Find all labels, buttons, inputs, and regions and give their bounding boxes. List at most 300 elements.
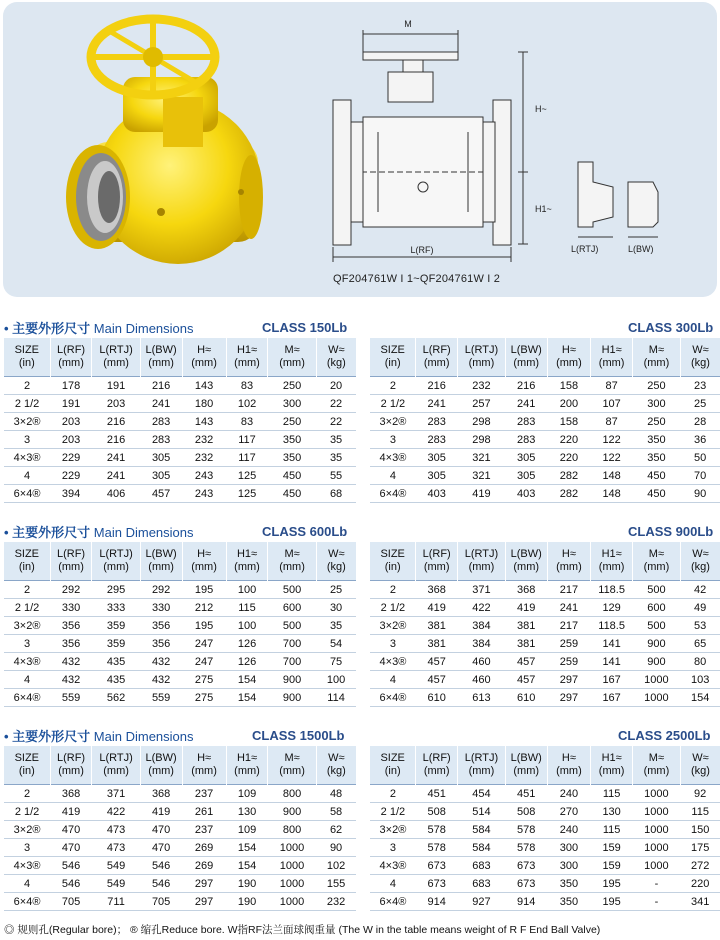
column-header-line: (mm) (513, 561, 540, 573)
value-cell: 203 (92, 395, 140, 413)
value-cell: 130 (591, 803, 633, 821)
value-cell: 154 (226, 857, 268, 875)
column-header (370, 746, 416, 785)
value-cell: 55 (316, 467, 356, 485)
table-row (4, 599, 356, 617)
column-header-line: M≈ (284, 752, 300, 764)
value-cell: 403 (416, 485, 458, 503)
column-header-line: L(RF) (56, 752, 86, 764)
value-cell: 195 (182, 581, 226, 599)
value-cell: 118.5 (591, 617, 633, 635)
value-cell: 247 (182, 635, 226, 653)
value-cell: 243 (182, 485, 226, 503)
value-cell: 514 (457, 803, 505, 821)
value-cell: 115 (591, 821, 633, 839)
value-cell: 122 (591, 449, 633, 467)
value-cell: 154 (226, 839, 268, 857)
value-cell: 384 (457, 635, 505, 653)
column-header-line: (mm) (148, 357, 174, 369)
header-row (4, 746, 356, 785)
value-cell: 1000 (632, 839, 680, 857)
value-cell: 154 (226, 689, 268, 707)
size-cell: 6×4® (370, 485, 416, 503)
value-cell: 232 (457, 377, 505, 395)
value-cell: 435 (92, 653, 140, 671)
class-label-600: CLASS 600Lb (262, 524, 348, 539)
value-cell: 191 (50, 395, 92, 413)
table-row (370, 689, 720, 707)
size-cell: 6×4® (4, 485, 50, 503)
column-header (226, 338, 268, 377)
size-cell: 4×3® (4, 449, 50, 467)
value-cell: 470 (140, 821, 182, 839)
value-cell: 241 (505, 395, 547, 413)
value-cell: 107 (591, 395, 633, 413)
model-code: QF204761W I 1~QF204761W I 2 (333, 273, 501, 285)
size-cell: 2 1/2 (370, 803, 416, 821)
value-cell: 432 (50, 671, 92, 689)
value-cell: 216 (505, 377, 547, 395)
column-header-line: L(RTJ) (464, 548, 499, 560)
class-label-2500: CLASS 2500Lb (618, 728, 711, 743)
size-cell: 2 (4, 581, 50, 599)
value-cell: 470 (50, 839, 92, 857)
value-cell: 269 (182, 857, 226, 875)
value-cell: 25 (680, 395, 720, 413)
value-cell: 83 (226, 377, 268, 395)
value-cell: 167 (591, 689, 633, 707)
column-header-line: (mm) (103, 765, 129, 777)
header-row (370, 542, 720, 581)
value-cell: 546 (50, 875, 92, 893)
column-header (547, 542, 591, 581)
column-header-line: (mm) (234, 765, 260, 777)
section-title-en: Main Dimensions (93, 321, 194, 336)
column-header-line: (mm) (468, 765, 495, 777)
value-cell: 600 (268, 599, 316, 617)
header-row (370, 338, 720, 377)
value-cell: 297 (182, 875, 226, 893)
table-row (370, 893, 720, 911)
value-cell: 22 (316, 413, 356, 431)
column-header-line: (mm) (423, 561, 450, 573)
column-header-line: H≈ (197, 548, 212, 560)
value-cell: 451 (416, 785, 458, 803)
footnote: ◎ 规则孔(Regular bore)； ® 缩孔Reduce bore. W指RF法兰面球阀重量 (The W in the table means weight of R F End Ball Valve) (4, 924, 601, 936)
value-cell: 394 (50, 485, 92, 503)
value-cell: 195 (182, 617, 226, 635)
class-label-1500: CLASS 1500Lb (252, 728, 345, 743)
value-cell: 457 (505, 653, 547, 671)
size-cell: 4 (370, 467, 416, 485)
value-cell: 705 (50, 893, 92, 911)
value-cell: 500 (268, 581, 316, 599)
value-cell: 102 (226, 395, 268, 413)
value-cell: 368 (505, 581, 547, 599)
value-cell: 300 (547, 839, 591, 857)
column-header (547, 338, 591, 377)
column-header-line: (mm) (191, 765, 217, 777)
value-cell: 36 (680, 431, 720, 449)
header-row (4, 542, 356, 581)
column-header-line: M≈ (648, 752, 664, 764)
column-header-line: H1≈ (236, 548, 258, 560)
class-label-900: CLASS 900Lb (628, 524, 714, 539)
value-cell: 50 (680, 449, 720, 467)
value-cell: 92 (680, 785, 720, 803)
column-header (591, 746, 633, 785)
column-header-line: (in) (18, 765, 35, 777)
table-row (4, 467, 356, 485)
value-cell: 100 (226, 617, 268, 635)
value-cell: 1000 (632, 821, 680, 839)
class-label-150: CLASS 150Lb (262, 320, 348, 335)
value-cell: 683 (457, 857, 505, 875)
value-cell: 275 (182, 689, 226, 707)
column-header (416, 746, 458, 785)
value-cell: 368 (140, 785, 182, 803)
value-cell: 422 (92, 803, 140, 821)
value-cell: 451 (505, 785, 547, 803)
dimension-table-300lb (370, 338, 720, 503)
value-cell: 610 (505, 689, 547, 707)
column-header (632, 338, 680, 377)
value-cell: 143 (182, 377, 226, 395)
table-row (370, 395, 720, 413)
value-cell: 54 (316, 635, 356, 653)
column-header (92, 746, 140, 785)
column-header-line: L(RF) (56, 548, 86, 560)
value-cell: 141 (591, 635, 633, 653)
table-row (370, 839, 720, 857)
value-cell: 200 (547, 395, 591, 413)
value-cell: 216 (92, 431, 140, 449)
value-cell: 65 (680, 635, 720, 653)
table-row (370, 599, 720, 617)
size-cell: 2 (4, 377, 50, 395)
value-cell: 470 (50, 821, 92, 839)
value-cell: 117 (226, 431, 268, 449)
column-header (140, 746, 182, 785)
column-header-line: (mm) (58, 357, 84, 369)
column-header-line: L(RF) (422, 548, 451, 560)
column-header-line: M≈ (284, 548, 300, 560)
value-cell: 473 (92, 839, 140, 857)
value-cell: 217 (547, 617, 591, 635)
column-header-line: (mm) (643, 561, 670, 573)
column-header-line: H≈ (197, 752, 212, 764)
value-cell: 195 (591, 875, 633, 893)
value-cell: 350 (268, 449, 316, 467)
value-cell: 350 (632, 449, 680, 467)
value-cell: 305 (416, 449, 458, 467)
value-cell: 305 (140, 467, 182, 485)
value-cell: 457 (416, 671, 458, 689)
column-header (4, 746, 50, 785)
size-cell: 3×2® (4, 617, 50, 635)
value-cell: 241 (140, 395, 182, 413)
value-cell: 406 (92, 485, 140, 503)
value-cell: 190 (226, 875, 268, 893)
size-cell: 4×3® (370, 449, 416, 467)
value-cell: 403 (505, 485, 547, 503)
value-cell: 250 (632, 377, 680, 395)
column-header (92, 338, 140, 377)
column-header-line: SIZE (14, 752, 40, 764)
value-cell: 673 (416, 857, 458, 875)
column-header (680, 542, 720, 581)
value-cell: 272 (680, 857, 720, 875)
table-row (4, 803, 356, 821)
column-header (680, 746, 720, 785)
value-cell: 30 (316, 599, 356, 617)
value-cell: 546 (140, 875, 182, 893)
hero-panel (3, 2, 717, 297)
table-row (370, 449, 720, 467)
value-cell: 118.5 (591, 581, 633, 599)
size-cell: 3 (370, 839, 416, 857)
value-cell: 90 (680, 485, 720, 503)
value-cell: 195 (591, 893, 633, 911)
column-header (505, 542, 547, 581)
value-cell: 350 (547, 875, 591, 893)
dim-h-label: H~ (535, 104, 547, 114)
column-header (4, 338, 50, 377)
size-cell: 2 1/2 (4, 803, 50, 821)
column-header (416, 338, 458, 377)
column-header (182, 338, 226, 377)
column-header (4, 542, 50, 581)
table-row (4, 875, 356, 893)
value-cell: 259 (547, 653, 591, 671)
value-cell: 578 (416, 821, 458, 839)
value-cell: 371 (92, 785, 140, 803)
value-cell: 83 (226, 413, 268, 431)
value-cell: 240 (547, 785, 591, 803)
value-cell: 243 (182, 467, 226, 485)
value-cell: 80 (680, 653, 720, 671)
value-cell: 70 (680, 467, 720, 485)
column-header (680, 338, 720, 377)
value-cell: 1000 (268, 893, 316, 911)
value-cell: 450 (632, 467, 680, 485)
column-header-line: L(RTJ) (464, 752, 499, 764)
value-cell: 75 (316, 653, 356, 671)
header-row (4, 338, 356, 377)
section-title-2 (4, 522, 194, 541)
section-title-en: Main Dimensions (93, 729, 194, 744)
value-cell: 203 (50, 431, 92, 449)
column-header-line: (kg) (690, 357, 710, 369)
value-cell: 450 (632, 485, 680, 503)
value-cell: 900 (632, 653, 680, 671)
size-cell: 3 (370, 431, 416, 449)
size-cell: 4×3® (4, 653, 50, 671)
table-row (370, 857, 720, 875)
value-cell: 275 (182, 671, 226, 689)
value-cell: 559 (140, 689, 182, 707)
size-cell: 6×4® (370, 689, 416, 707)
value-cell: 381 (416, 617, 458, 635)
table-row (4, 449, 356, 467)
size-cell: 3×2® (4, 413, 50, 431)
value-cell: 109 (226, 821, 268, 839)
value-cell: 283 (505, 431, 547, 449)
value-cell: 122 (591, 431, 633, 449)
column-header-line: (in) (18, 357, 35, 369)
value-cell: 68 (316, 485, 356, 503)
value-cell: 58 (316, 803, 356, 821)
value-cell: 457 (140, 485, 182, 503)
column-header-line: L(RTJ) (99, 344, 133, 356)
column-header-line: (mm) (556, 561, 582, 573)
value-cell: 240 (547, 821, 591, 839)
column-header-line: (mm) (468, 357, 495, 369)
value-cell: 150 (680, 821, 720, 839)
value-cell: 371 (457, 581, 505, 599)
value-cell: 237 (182, 785, 226, 803)
column-header (226, 542, 268, 581)
value-cell: 419 (140, 803, 182, 821)
table-row (4, 377, 356, 395)
column-header-line: (mm) (148, 561, 174, 573)
value-cell: 432 (140, 671, 182, 689)
size-cell: 4 (4, 875, 50, 893)
column-header-line: H1≈ (601, 344, 622, 356)
table-row (4, 821, 356, 839)
value-cell: 220 (547, 449, 591, 467)
value-cell: 356 (50, 617, 92, 635)
value-cell: 305 (140, 449, 182, 467)
value-cell: 129 (591, 599, 633, 617)
column-header-line: SIZE (380, 344, 405, 356)
value-cell: 330 (50, 599, 92, 617)
value-cell: 62 (316, 821, 356, 839)
value-cell: 673 (505, 857, 547, 875)
column-header-line: H1≈ (236, 752, 258, 764)
value-cell: 282 (547, 467, 591, 485)
value-cell: 900 (268, 803, 316, 821)
value-cell: 473 (92, 821, 140, 839)
value-cell: - (632, 875, 680, 893)
column-header-line: (in) (384, 765, 401, 777)
value-cell: 578 (505, 839, 547, 857)
value-cell: 368 (416, 581, 458, 599)
table-row (4, 839, 356, 857)
value-cell: 500 (268, 617, 316, 635)
value-cell: 450 (268, 467, 316, 485)
value-cell: 35 (316, 449, 356, 467)
value-cell: 1000 (632, 785, 680, 803)
value-cell: 283 (416, 431, 458, 449)
value-cell: 460 (457, 653, 505, 671)
value-cell: 237 (182, 821, 226, 839)
column-header-line: (mm) (423, 357, 450, 369)
value-cell: 102 (316, 857, 356, 875)
value-cell: 460 (457, 671, 505, 689)
column-header-line: W≈ (692, 548, 709, 560)
value-cell: 800 (268, 785, 316, 803)
column-header-line: L(RTJ) (464, 344, 499, 356)
value-cell: 298 (457, 431, 505, 449)
column-header-line: (mm) (556, 357, 582, 369)
value-cell: 259 (547, 635, 591, 653)
value-cell: 321 (457, 449, 505, 467)
value-cell: 48 (316, 785, 356, 803)
value-cell: 297 (547, 671, 591, 689)
table-row (4, 431, 356, 449)
table-row (370, 635, 720, 653)
value-cell: 1000 (268, 857, 316, 875)
value-cell: 220 (680, 875, 720, 893)
column-header-line: (mm) (556, 765, 582, 777)
value-cell: 28 (680, 413, 720, 431)
dim-m-label: M (404, 19, 412, 29)
value-cell: 148 (591, 485, 633, 503)
column-header-line: L(BW) (510, 548, 542, 560)
value-cell: 435 (92, 671, 140, 689)
column-header-line: (mm) (643, 765, 670, 777)
table-row (4, 857, 356, 875)
value-cell: 300 (547, 857, 591, 875)
value-cell: 613 (457, 689, 505, 707)
dimension-table-600lb (4, 542, 356, 707)
dim-h1-label: H1~ (535, 204, 552, 214)
value-cell: 115 (226, 599, 268, 617)
value-cell: 422 (457, 599, 505, 617)
table-row (4, 785, 356, 803)
dim-lrtj-label: L(RTJ) (571, 244, 599, 254)
value-cell: 350 (547, 893, 591, 911)
value-cell: 559 (50, 689, 92, 707)
column-header (505, 338, 547, 377)
column-header-line: W≈ (692, 752, 709, 764)
value-cell: 283 (505, 413, 547, 431)
value-cell: 297 (182, 893, 226, 911)
value-cell: 500 (632, 581, 680, 599)
value-cell: 683 (457, 875, 505, 893)
column-header (140, 338, 182, 377)
header-row (370, 746, 720, 785)
column-header-line: W≈ (328, 548, 345, 560)
column-header (268, 746, 316, 785)
table-row (4, 689, 356, 707)
value-cell: 584 (457, 821, 505, 839)
value-cell: 154 (226, 671, 268, 689)
value-cell: 546 (140, 857, 182, 875)
column-header-line: (kg) (326, 561, 346, 573)
column-header (50, 542, 92, 581)
value-cell: 381 (505, 635, 547, 653)
value-cell: 117 (226, 449, 268, 467)
column-header (457, 542, 505, 581)
value-cell: 578 (416, 839, 458, 857)
value-cell: 454 (457, 785, 505, 803)
column-header (547, 746, 591, 785)
dimension-table-1500lb (4, 746, 356, 911)
value-cell: 1000 (632, 857, 680, 875)
value-cell: 100 (316, 671, 356, 689)
value-cell: 914 (416, 893, 458, 911)
value-cell: 261 (182, 803, 226, 821)
table-row (4, 617, 356, 635)
value-cell: 546 (50, 857, 92, 875)
value-cell: 42 (680, 581, 720, 599)
column-header-line: H≈ (561, 752, 576, 764)
column-header-line: (mm) (234, 357, 260, 369)
size-cell: 6×4® (4, 689, 50, 707)
dimension-table-900lb (370, 542, 720, 707)
